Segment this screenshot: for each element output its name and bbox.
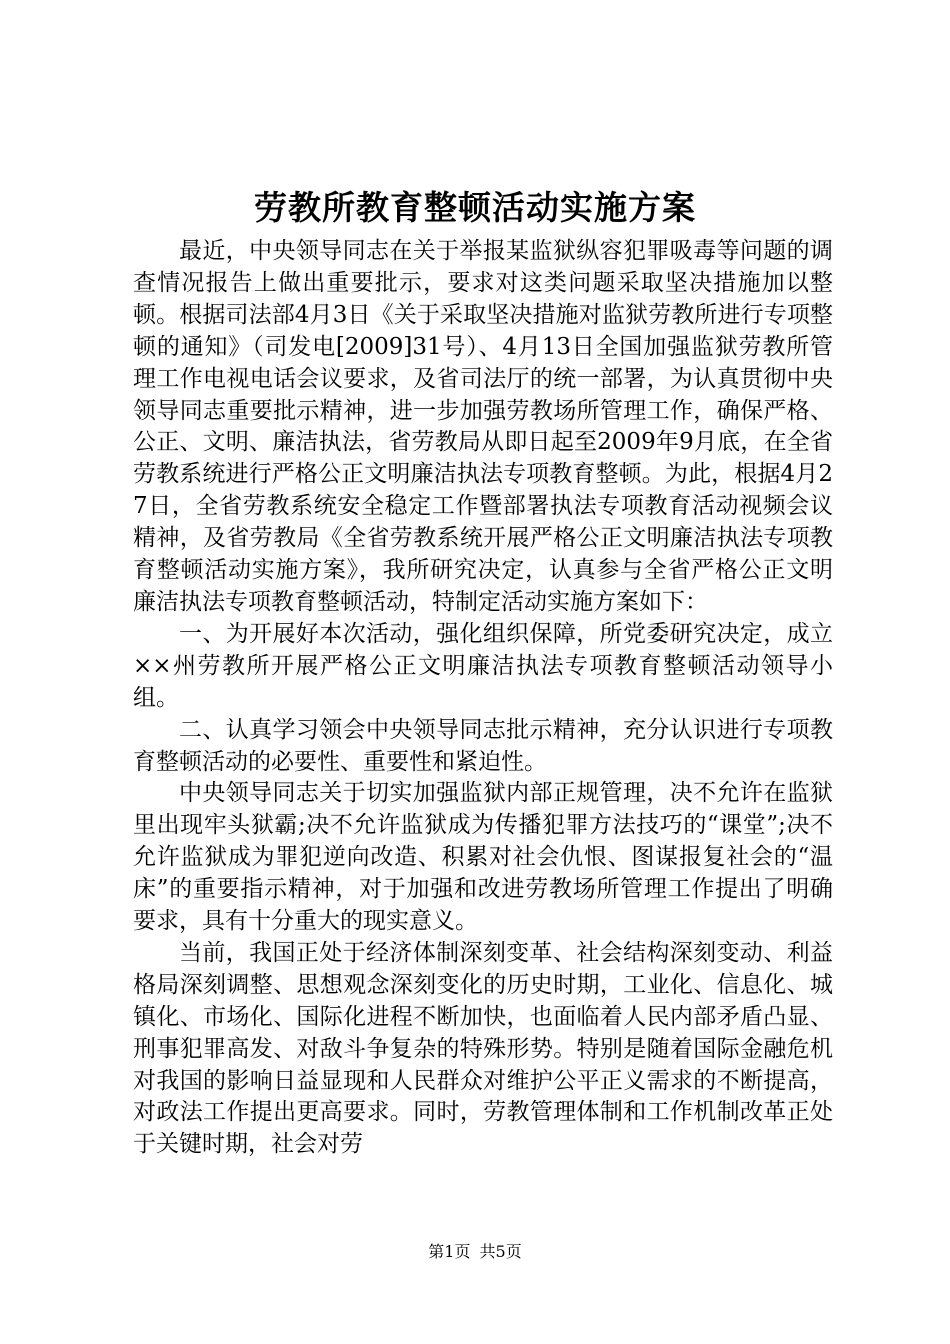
paragraph-instructions: 中央领导同志关于切实加强监狱内部正规管理，决不允许在监狱里出现牢头狱霸;决不允许监狱成为传播犯罪方法技巧的“课堂”;决不允许监狱成为罪犯逆向改造、积累对社会仇恨、图谋报复社会的“温床”的重要指示精神，对于加强和改进劳教场所管理工作提出了明确要求，具有十分重大的现实意义。 bbox=[133, 780, 833, 935]
page-total: 共5页 bbox=[479, 1242, 522, 1261]
page-footer bbox=[0, 1242, 950, 1262]
paragraph-section-2: 二、认真学习领会中央领导同志批示精神，充分认识进行专项教育整顿活动的必要性、重要性和紧迫性。 bbox=[133, 716, 833, 775]
page-number: 第1页 bbox=[428, 1242, 471, 1261]
paragraph-intro: 最近，中央领导同志在关于举报某监狱纵容犯罪吸毒等问题的调查情况报告上做出重要批示，要求对这类问题采取坚决措施加以整顿。根据司法部4月3日《关于采取坚决措施对监狱劳教所进行专项整顿的通知》（司发电[2009]31号）、4月13日全国加强监狱劳教所管理工作电视电话会议要求，及省司法厅的统一部署，为认真贯彻中央领导同志重要批示精神，进一步加强劳教场所管理工作，确保严格、公正、文明、廉洁执法，省劳教局从即日起至2009年9月底，在全省劳教系统进行严格公正文明廉洁执法专项教育整顿。为此，根据4月27日，全省劳教系统安全稳定工作暨部署执法专项教育活动视频会议精神，及省劳教局《全省劳教系统开展严格公正文明廉洁执法专项教育整顿活动实施方案》，我所研究决定，认真参与全省严格公正文明廉洁执法专项教育整顿活动，特制定活动实施方案如下： bbox=[133, 238, 833, 615]
document-body bbox=[133, 236, 833, 1161]
document-title: 劳教所教育整顿活动实施方案 bbox=[254, 188, 696, 227]
paragraph-section-1: 一、为开展好本次活动，强化组织保障，所党委研究决定，成立××州劳教所开展严格公正文明廉洁执法专项教育整顿活动领导小组。 bbox=[133, 620, 833, 711]
paragraph-situation: 当前，我国正处于经济体制深刻变革、社会结构深刻变动、利益格局深刻调整、思想观念深刻变化的历史时期，工业化、信息化、城镇化、市场化、国际化进程不断加快，也面临着人民内部矛盾凸显、刑事犯罪高发、对敌斗争复杂的特殊形势。特别是随着国际金融危机对我国的影响日益显现和人民群众对维护公平正义需求的不断提高，对政法工作提出更高要求。同时，劳教管理体制和工作机制改革正处于关键时期，社会对劳 bbox=[133, 939, 833, 1158]
